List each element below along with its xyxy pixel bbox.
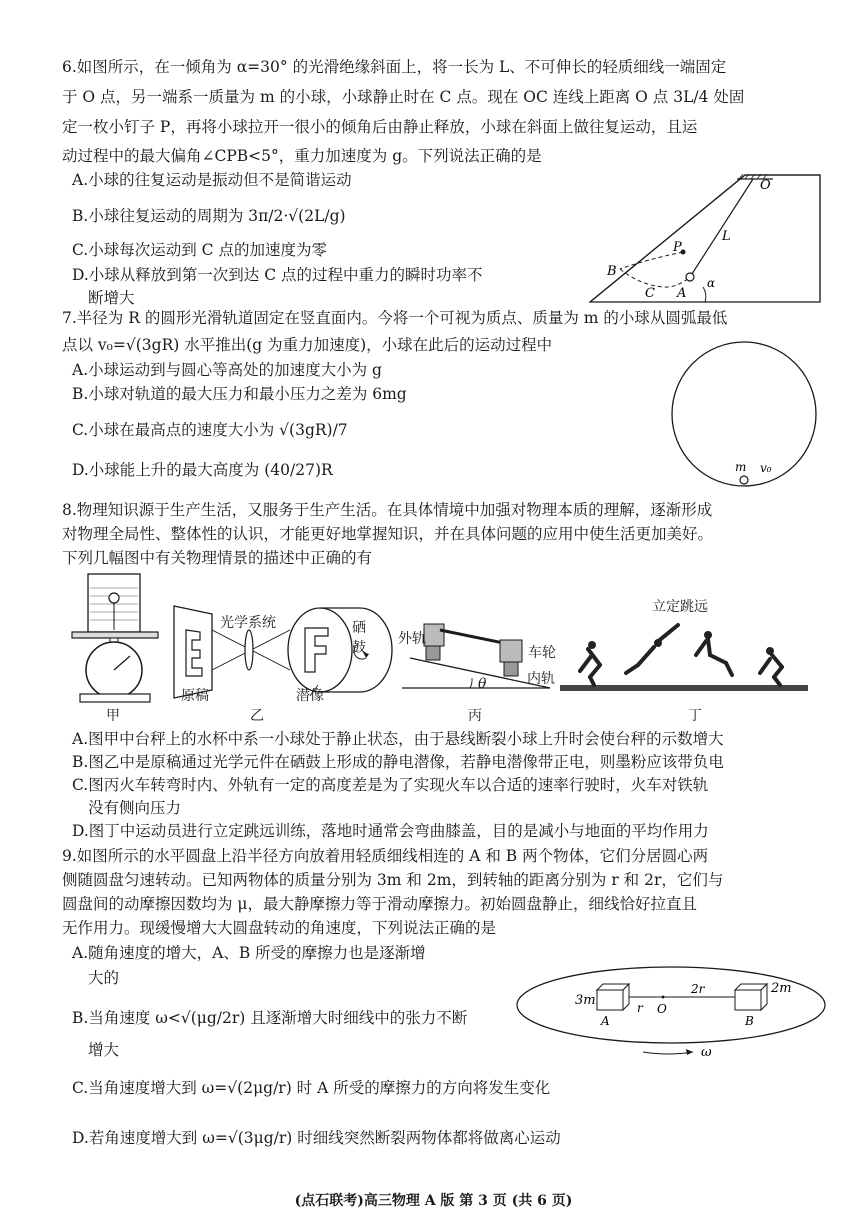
q9-line-4: 无作用力。现缓慢增大大圆盘转动的角速度，下列说法正确的是	[62, 919, 497, 937]
q9-option-b: B.当角速度 ω<√(μg/2r) 且逐渐增大时细线中的张力不断	[72, 1009, 468, 1027]
q9-line-1: 9.如图所示的水平圆盘上沿半径方向放着用轻质细线相连的 A 和 B 两个物体，它们分居圆心两	[62, 847, 709, 865]
q8-label-original: 原稿	[181, 688, 209, 704]
q8-figure-ding-jump	[560, 615, 810, 695]
q9-label-omega: ω	[701, 1045, 712, 1060]
q8-line-2: 对物理全局性、整体性的认识，才能更好地掌握知识，并在具体问题的应用中使生活更加美好。	[62, 525, 714, 543]
q8-line-1: 8.物理知识源于生产生活，又服务于生产生活。在具体情境中加强对物理本质的理解，逐渐形成	[62, 501, 713, 519]
q6-line-4: 动过程中的最大偏角∠CPB<5°，重力加速度为 g。下列说法正确的是	[62, 147, 542, 165]
q8-label-wheel: 车轮	[528, 645, 556, 661]
q6-label-a: A	[677, 286, 687, 301]
q8-option-c-cont: 没有侧向压力	[88, 799, 182, 817]
q9-label-o: O	[657, 1002, 667, 1016]
q6-option-a: A.小球的往复运动是振动但不是简谐运动	[72, 171, 352, 189]
q8-option-a: A.图甲中台秤上的水杯中系一小球处于静止状态，由于悬线断裂小球上升时会使台秤的示数增大	[72, 730, 724, 748]
q6-option-c: C.小球每次运动到 C 点的加速度为零	[72, 241, 327, 259]
q8-line-3: 下列几幅图中有关物理情景的描述中正确的有	[62, 549, 373, 567]
q7-option-b: B.小球对轨道的最大压力和最小压力之差为 6mg	[72, 385, 407, 403]
q9-label-r: r	[637, 1001, 643, 1015]
q9-option-a: A.随角速度的增大，A、B 所受的摩擦力也是逐渐增	[72, 944, 426, 962]
q8-label-theta: θ	[478, 676, 487, 692]
q8-label-latent: 潜像	[296, 688, 324, 704]
q9-option-a-cont: 大的	[88, 969, 120, 987]
q9-label-b: B	[745, 1014, 754, 1028]
q6-line-1: 6.如图所示，在一倾角为 α=30° 的光滑绝缘斜面上，将一长为 L、不可伸长的轻质细线一端固定	[62, 58, 727, 76]
q8-option-d: D.图丁中运动员进行立定跳远训练，落地时通常会弯曲膝盖，目的是减小与地面的平均作用力	[72, 822, 709, 840]
q7-label-m: m	[735, 460, 747, 474]
q8-caption-jia: 甲	[106, 708, 120, 724]
q7-option-d: D.小球能上升的最大高度为 (40/27)R	[72, 461, 333, 479]
q8-option-c: C.图丙火车转弯时内、外轨有一定的高度差是为了实现火车以合适的速率行驶时，火车对铁轨	[72, 776, 709, 794]
q8-caption-yi: 乙	[250, 708, 264, 724]
q6-option-b: B.小球往复运动的周期为 3π/2·√(2L/g)	[72, 207, 346, 225]
q6-label-b: B	[607, 264, 617, 279]
q6-line-3: 定一枚小钉子 P，再将小球拉开一很小的倾角后由静止释放，小球在斜面上做往复运动，且运	[62, 118, 698, 136]
q6-label-p: P	[673, 240, 682, 255]
q9-label-a: A	[601, 1014, 610, 1028]
q8-option-b: B.图乙中是原稿通过光学元件在硒鼓上形成的静电潜像，若静电潜像带正电，则墨粉应该带负电	[72, 753, 724, 771]
q6-option-d: D.小球从释放到第一次到达 C 点的过程中重力的瞬时功率不	[72, 266, 483, 284]
q8-label-drum-2: 鼓	[352, 640, 366, 656]
q9-disk-figure	[513, 960, 831, 1060]
q9-option-c: C.当角速度增大到 ω=√(2μg/r) 时 A 所受的摩擦力的方向将发生变化	[72, 1079, 551, 1097]
q9-line-3: 圆盘间的动摩擦因数均为 μ，最大静摩擦力等于滑动摩擦力。初始圆盘静止，细线恰好拉直且	[62, 895, 698, 913]
q8-figure-jia-scale	[68, 570, 163, 705]
q8-label-inner-rail: 内轨	[527, 671, 555, 687]
q6-label-c: C	[645, 286, 655, 301]
q8-label-optics: 光学系统	[220, 615, 276, 631]
q9-option-b-cont: 增大	[88, 1041, 120, 1059]
q6-label-alpha: α	[707, 276, 716, 290]
q6-label-o: O	[760, 178, 771, 193]
q7-circle-track-figure	[668, 338, 820, 490]
q8-caption-bing: 丙	[468, 708, 482, 724]
q8-caption-ding: 丁	[688, 708, 702, 724]
q9-line-2: 侧随圆盘匀速转动。已知两物体的质量分别为 3m 和 2m，到转轴的距离分别为 r 和 2r，它们与	[62, 871, 724, 889]
q9-label-3m: 3m	[575, 993, 596, 1008]
q9-option-d: D.若角速度增大到 ω=√(3μg/r) 时细线突然断裂两物体都将做离心运动	[72, 1129, 561, 1147]
q6-line-2: 于 O 点，另一端系一质量为 m 的小球，小球静止时在 C 点。现在 OC 连线上距离 O 点 3L/4 处固	[62, 88, 745, 106]
q9-label-2r: 2r	[691, 982, 705, 996]
q7-option-a: A.小球运动到与圆心等高处的加速度大小为 g	[72, 361, 382, 379]
q6-option-d-cont: 断增大	[88, 289, 135, 307]
q8-label-outer-rail: 外轨	[398, 631, 426, 647]
q6-incline-figure	[585, 165, 825, 305]
q7-option-c: C.小球在最高点的速度大小为 √(3gR)/7	[72, 421, 348, 439]
q8-label-long-jump: 立定跳远	[652, 599, 708, 615]
page-footer: (点石联考)高三物理 A 版 第 3 页 (共 6 页)	[294, 1193, 573, 1209]
q9-label-2m: 2m	[771, 981, 792, 996]
q8-label-drum-1: 硒	[352, 620, 366, 636]
q7-label-v0: v₀	[760, 461, 772, 475]
q7-line-1: 7.半径为 R 的圆形光滑轨道固定在竖直面内。今将一个可视为质点、质量为 m 的小球从圆弧最低	[62, 309, 728, 327]
q7-line-2: 点以 v₀=√(3gR) 水平推出(g 为重力加速度)，小球在此后的运动过程中	[62, 336, 553, 354]
q6-label-l: L	[722, 229, 731, 244]
